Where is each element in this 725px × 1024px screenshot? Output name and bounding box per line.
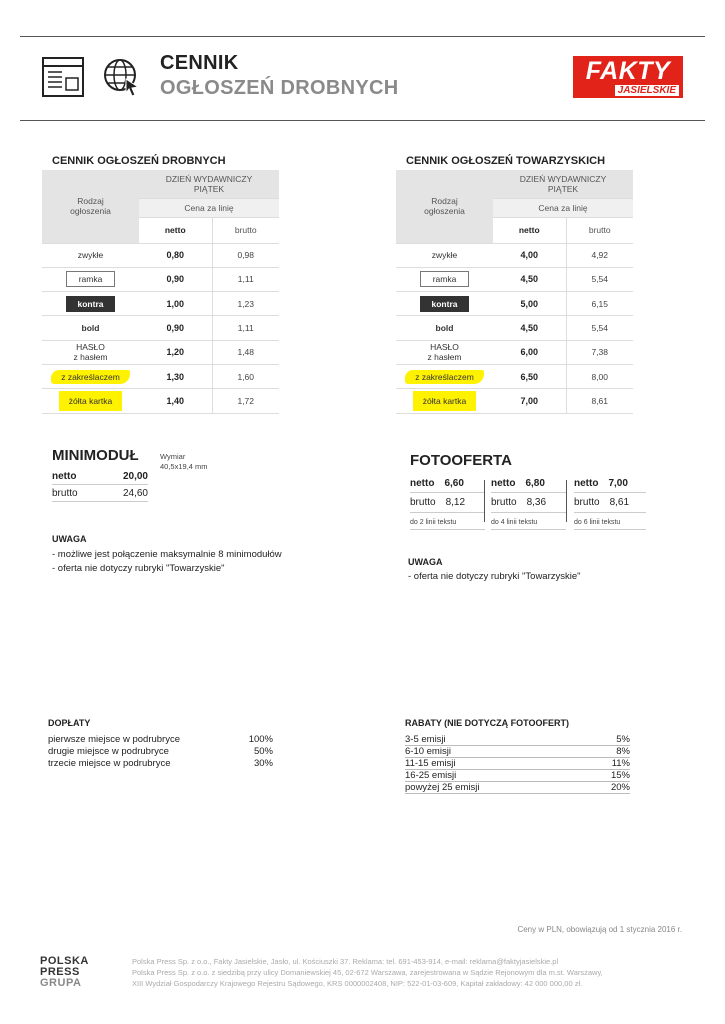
col-netto-header: netto (139, 217, 212, 243)
row-label (396, 389, 493, 413)
col-type-header: Rodzaj ogłoszenia (42, 170, 139, 243)
row-label (396, 340, 493, 364)
fotooferta-brutto-row (491, 493, 566, 513)
globe-cursor-icon (102, 57, 142, 102)
fotooferta-netto-row (410, 478, 485, 493)
fo-brutto-label: brutto (574, 497, 600, 508)
label-haslo: HASŁO z hasłem (73, 342, 108, 363)
towarzyskie-price-table (396, 170, 633, 414)
row-label (42, 340, 139, 364)
row-brutto: 4,92 (566, 243, 633, 267)
minimodul-brutto-row (52, 488, 148, 502)
footer-logo-line2: PRESS (40, 966, 80, 978)
row-brutto: 0,98 (212, 243, 279, 267)
fo-brutto-value: 8,12 (445, 497, 466, 508)
towarzyskie-title: CENNIK OGŁOSZEŃ TOWARZYSKICH (406, 155, 606, 167)
list-item-label: powyżej 25 emisji (405, 782, 480, 793)
polska-press-logo (40, 956, 89, 989)
table-row (42, 389, 279, 413)
col-brutto-header: brutto (566, 217, 633, 243)
table-row (396, 389, 633, 413)
fotooferta-separator (484, 480, 485, 522)
fotooferta-separator (566, 480, 567, 522)
table-row (396, 292, 633, 316)
fotooferta-uwaga-line: - oferta nie dotyczy rubryki "Towarzyskie" (408, 571, 581, 582)
fakty-jasielskie-logo (573, 56, 683, 98)
label-bold: bold (435, 323, 454, 334)
footer-logo-line3: GRUPA (40, 977, 82, 989)
row-netto: 5,00 (493, 292, 566, 316)
row-netto: 1,40 (139, 389, 212, 413)
label-ramka: ramka (420, 271, 470, 287)
list-item (405, 782, 630, 794)
minimodul-brutto-label: brutto (52, 488, 78, 499)
header-icons (42, 57, 142, 102)
list-item (405, 746, 630, 758)
row-brutto: 7,38 (566, 340, 633, 364)
fotooferta-col-1 (410, 478, 485, 530)
table-row (396, 364, 633, 388)
fo-netto-label: netto (410, 478, 435, 489)
col-day-header: DZIEŃ WYDAWNICZY PIĄTEK (139, 170, 279, 198)
minimodul-wymiar: Wymiar 40,5x19,4 mm (160, 452, 208, 471)
row-netto: 1,30 (139, 364, 212, 388)
table-row (396, 340, 633, 364)
header-rule (20, 120, 705, 121)
list-item-label: trzecie miejsce w podrubryce (48, 758, 171, 769)
list-item (405, 770, 630, 782)
list-item (48, 734, 273, 746)
row-brutto: 1,60 (212, 364, 279, 388)
label-kontra: kontra (420, 296, 470, 312)
fo-netto-label: netto (491, 478, 516, 489)
row-netto: 7,00 (493, 389, 566, 413)
list-item (48, 758, 273, 770)
rabaty-title: RABATY (NIE DOTYCZĄ FOTOOFERT) (405, 718, 569, 728)
list-item (48, 746, 273, 758)
list-item-label: pierwsze miejsce w podrubryce (48, 734, 180, 745)
fotooferta-note: do 6 linii tekstu (574, 513, 646, 530)
fotooferta-col-2 (491, 478, 566, 530)
label-haslo: HASŁO z hasłem (427, 342, 462, 363)
page-title (160, 52, 398, 100)
label-bold: bold (81, 323, 100, 334)
list-item-label: 6-10 emisji (405, 746, 451, 757)
newspaper-icon (42, 57, 84, 102)
row-netto: 0,90 (139, 316, 212, 340)
table-row (396, 316, 633, 340)
row-label (42, 267, 139, 291)
list-item-value: 50% (253, 746, 273, 757)
list-item-label: 16-25 emisji (405, 770, 457, 781)
row-label (396, 243, 493, 267)
row-netto: 1,00 (139, 292, 212, 316)
list-item (405, 758, 630, 770)
validity-note: Ceny w PLN, obowiązują od 1 stycznia 2016 r. (517, 925, 682, 934)
row-netto: 4,50 (493, 267, 566, 291)
minimodul-uwaga-line: - oferta nie dotyczy rubryki "Towarzyskie" (52, 563, 225, 574)
row-brutto: 5,54 (566, 267, 633, 291)
col-netto-header: netto (493, 217, 566, 243)
minimodul-netto-label: netto (52, 471, 77, 482)
fotooferta-note: do 2 linii tekstu (410, 513, 485, 530)
row-netto: 1,20 (139, 340, 212, 364)
table-row (42, 292, 279, 316)
fotooferta-brutto-row (574, 493, 646, 513)
footer-line: Polska Press Sp. z o.o. z siedzibą przy ulicy Domaniewskiej 45, 02-672 Warszawa, zarejestrowana w Sądzie Rejonowym dla m.st. Warszawy, (132, 968, 603, 977)
label-zwykle: zwykłe (77, 250, 104, 261)
row-netto: 0,80 (139, 243, 212, 267)
table-row (396, 267, 633, 291)
row-label (42, 292, 139, 316)
row-brutto: 6,15 (566, 292, 633, 316)
label-kontra: kontra (66, 296, 116, 312)
fo-brutto-label: brutto (410, 497, 436, 508)
label-ramka: ramka (66, 271, 116, 287)
row-brutto: 8,00 (566, 364, 633, 388)
row-label (42, 243, 139, 267)
list-item-value: 30% (253, 758, 273, 769)
row-label (42, 364, 139, 388)
minimodul-netto-row (52, 471, 148, 485)
col-type-header: Rodzaj ogłoszenia (396, 170, 493, 243)
fo-netto-value: 6,60 (444, 478, 464, 489)
row-brutto: 5,54 (566, 316, 633, 340)
fotooferta-title: FOTOOFERTA (410, 452, 512, 469)
row-brutto: 1,72 (212, 389, 279, 413)
fotooferta-brutto-row (410, 493, 485, 513)
fo-netto-value: 7,00 (608, 478, 628, 489)
fotooferta-netto-row (491, 478, 566, 493)
list-item-label: 11-15 emisji (405, 758, 456, 769)
label-zakreslacz (405, 370, 484, 384)
col-brutto-header: brutto (212, 217, 279, 243)
footer-line: Polska Press Sp. z o.o., Fakty Jasielskie, Jasło, ul. Kościuszki 37. Reklama: tel. 691-453-914, e-mail: reklama@faktyjasielskie.pl (132, 957, 559, 966)
list-item-value: 15% (610, 770, 630, 781)
row-label (396, 292, 493, 316)
rabaty-list (405, 734, 630, 794)
list-item-label: drugie miejsce w podrubryce (48, 746, 169, 757)
fotooferta-uwaga-title: UWAGA (408, 557, 443, 567)
list-item-value: 11% (611, 758, 630, 769)
fotooferta-note: do 4 linii tekstu (491, 513, 566, 530)
label-zakreslacz (51, 370, 130, 384)
table-row (42, 243, 279, 267)
drobne-title: CENNIK OGŁOSZEŃ DROBNYCH (52, 155, 226, 167)
title-line2: OGŁOSZEŃ DROBNYCH (160, 77, 399, 99)
fotooferta-col-3 (574, 478, 646, 530)
row-brutto: 1,11 (212, 316, 279, 340)
fotooferta-uwaga-notes (408, 570, 581, 584)
minimodul-uwaga-notes (52, 548, 282, 576)
list-item-value: 100% (248, 734, 273, 745)
row-label (396, 364, 493, 388)
col-cena-header: Cena za linię (139, 198, 279, 217)
list-item-label: 3-5 emisji (405, 734, 446, 745)
footer-line: XIII Wydział Gospodarczy Krajowego Rejestru Sądowego, KRS 0000002408, NIP: 522-01-03-609, Kapitał zakładowy: 42 000 000,00 zł. (132, 979, 583, 988)
fo-brutto-value: 8,36 (526, 497, 547, 508)
label-zakreslacz-text: z zakreślaczem (61, 371, 120, 382)
minimodul-uwaga-title: UWAGA (52, 534, 87, 544)
row-label (42, 389, 139, 413)
row-label (396, 267, 493, 291)
minimodul-uwaga-line: - możliwe jest połączenie maksymalnie 8 minimodułów (52, 549, 282, 560)
list-item-value: 5% (616, 734, 630, 745)
label-zakreslacz-text: z zakreślaczem (415, 371, 474, 382)
minimodul-brutto-value: 24,60 (122, 488, 148, 499)
fo-brutto-label: brutto (491, 497, 517, 508)
table-row (42, 316, 279, 340)
footer-text (132, 956, 603, 989)
table-row (42, 340, 279, 364)
fo-brutto-value: 8,61 (609, 497, 630, 508)
row-brutto: 1,23 (212, 292, 279, 316)
row-label (42, 316, 139, 340)
label-zolta-kartka: żółta kartka (413, 391, 476, 411)
row-netto: 4,00 (493, 243, 566, 267)
logo-line2: JASIELSKIE (615, 85, 679, 96)
drobne-price-table (42, 170, 279, 414)
col-cena-header: Cena za linię (493, 198, 633, 217)
row-netto: 6,50 (493, 364, 566, 388)
logo-line1: FAKTY (585, 57, 671, 85)
col-day-header: DZIEŃ WYDAWNICZY PIĄTEK (493, 170, 633, 198)
label-zwykle: zwykłe (431, 250, 458, 261)
doplaty-title: DOPŁATY (48, 718, 91, 728)
row-label (396, 316, 493, 340)
title-line1: CENNIK (160, 52, 239, 74)
row-netto: 4,50 (493, 316, 566, 340)
list-item (405, 734, 630, 746)
footer-logo-line1: POLSKA (40, 955, 89, 967)
table-row (42, 364, 279, 388)
row-brutto: 8,61 (566, 389, 633, 413)
fotooferta-netto-row (574, 478, 646, 493)
table-row (42, 267, 279, 291)
list-item-value: 20% (610, 782, 630, 793)
fo-netto-value: 6,80 (525, 478, 545, 489)
row-brutto: 1,11 (212, 267, 279, 291)
minimodul-netto-value: 20,00 (122, 471, 148, 482)
label-zolta-kartka: żółta kartka (59, 391, 122, 411)
doplaty-list (48, 734, 273, 770)
row-brutto: 1,48 (212, 340, 279, 364)
fo-netto-label: netto (574, 478, 599, 489)
list-item-value: 8% (616, 746, 630, 757)
minimodul-title: MINIMODUŁ (52, 447, 139, 464)
row-netto: 0,90 (139, 267, 212, 291)
row-netto: 6,00 (493, 340, 566, 364)
table-row (396, 243, 633, 267)
top-rule (20, 36, 705, 37)
